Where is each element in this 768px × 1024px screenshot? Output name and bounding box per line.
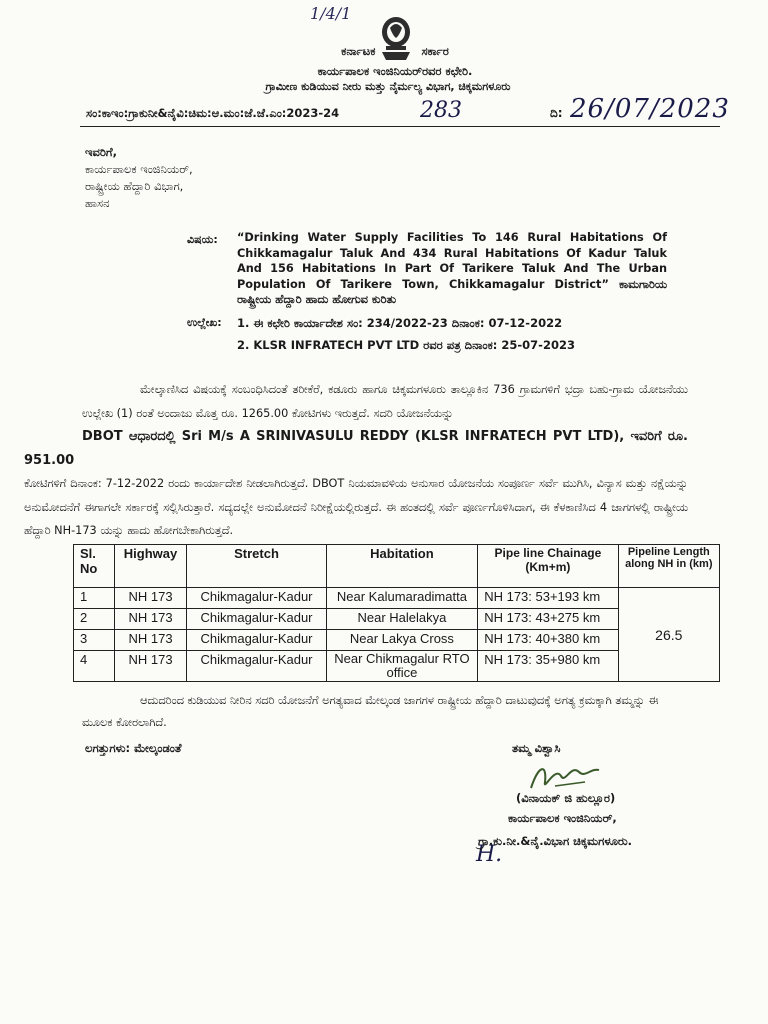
letterhead-office: ಕಾರ್ಯಪಾಲಕ ಇಂಜಿನಿಯರ್‌ರವರ ಕಛೇರಿ. — [317, 64, 473, 78]
table-row — [74, 588, 720, 609]
cell-stretch: Chikmagalur-Kadur — [187, 609, 326, 630]
recipient-line: ರಾಷ್ಟ್ರೀಯ ಹೆದ್ದಾರಿ ವಿಭಾಗ, — [85, 179, 184, 193]
body-text-b: DBOT ಆಧಾರದಲ್ಲಿ Sri M/s A SRINIVASULU REDDY (KLSR INFRATECH PVT LTD), ಇವರಿಗೆ ರೂ. 951.00 — [24, 429, 688, 468]
header-pipeline-length: Pipeline Length along NH in (km) — [618, 545, 719, 588]
cell-sl: 2 — [74, 609, 115, 630]
signatory-designation: ಕಾರ್ಯಪಾಲಕ ಇಂಜಿನಿಯರ್, — [508, 811, 617, 825]
header-habitation: Habitation — [326, 545, 478, 588]
cell-sl: 1 — [74, 588, 115, 609]
cell-highway: NH 173 — [114, 609, 187, 630]
body-text-closing: ಆದುದರಿಂದ ಕುಡಿಯುವ ನೀರಿನ ಸದರಿ ಯೋಜನೆಗೆ ಅಗತ್ಯವಾದ ಮೇಲ್ಕಂಡ ಜಾಗಗಳ ರಾಷ್ಟ್ರೀಯ ಹೆದ್ದಾರಿ ದಾಟುವುದಕ್ಕೆ ಅಗತ್ಯ ಕ್ರಮಕ್ಕಾಗಿ ತಮ್ಮನ್ನು ಈ ಮೂಲಕ ಕೋರಲಾಗಿದೆ. — [82, 694, 659, 729]
cell-stretch: Chikmagalur-Kadur — [187, 588, 326, 609]
cell-highway: NH 173 — [114, 651, 187, 682]
cell-highway: NH 173 — [114, 588, 187, 609]
enclosures: ಲಗತ್ತುಗಳು: ಮೇಲ್ಕಂಡಂತೆ — [85, 741, 182, 755]
reference-item: 1. ಈ ಕಛೇರಿ ಕಾರ್ಯಾದೇಶ ಸಂ: 234/2022-23 ದಿನಾಂಕ: 07-12-2022 — [237, 316, 563, 330]
letterhead-sarkar: ಸರ್ಕಾರ — [421, 44, 449, 58]
date-label: ದಿ: — [550, 106, 563, 120]
handwritten-top-mark: 1/4/1 — [310, 4, 352, 23]
cell-chainage: NH 173: 53+193 km — [478, 588, 618, 609]
reference-number: ಸಂ:ಕಾಇಂ:ಗ್ರಾಕುನೀ&ನೈವಿ:ಚಿಮ:ಆ.ಮಂ:ಜೆ.ಜೆ.ಎಂ:2023-24 — [86, 106, 340, 120]
body-paragraph-1 — [24, 378, 688, 543]
cell-chainage: NH 173: 43+275 km — [478, 609, 618, 630]
letterhead-state: ಕರ್ನಾಟಕ — [341, 44, 376, 58]
cell-habitation: Near Chikmagalur RTO office — [326, 651, 478, 682]
letterhead-division: ಗ್ರಾಮೀಣ ಕುಡಿಯುವ ನೀರು ಮತ್ತು ನೈರ್ಮಲ್ಯ ವಿಭಾಗ, ಚಿಕ್ಕಮಗಳೂರು — [265, 80, 511, 93]
header-highway: Highway — [114, 545, 187, 588]
cell-highway: NH 173 — [114, 630, 187, 651]
cell-stretch: Chikmagalur-Kadur — [187, 630, 326, 651]
handwritten-initial: H. — [476, 842, 503, 867]
letterhead-government — [300, 44, 490, 59]
header-stretch: Stretch — [187, 545, 326, 588]
cell-habitation: Near Kalumaradimatta — [326, 588, 478, 609]
recipient-line: ಹಾಸನ — [85, 196, 110, 210]
reference-item: 2. KLSR INFRATECH PVT LTD ರವರ ಪತ್ರ ದಿನಾಂಕ: 25-07-2023 — [237, 338, 575, 352]
cell-sl: 4 — [74, 651, 115, 682]
cell-stretch: Chikmagalur-Kadur — [187, 651, 326, 682]
yours-faithfully: ತಮ್ಮ ವಿಶ್ವಾಸಿ — [512, 741, 561, 755]
cell-habitation: Near Lakya Cross — [326, 630, 478, 651]
cell-sl: 3 — [74, 630, 115, 651]
body-text-a: ಮೇಲ್ಕಾಣಿಸಿದ ವಿಷಯಕ್ಕೆ ಸಂಬಂಧಿಸಿದಂತೆ ತರೀಕೆರೆ, ಕಡೂರು ಹಾಗೂ ಚಿಕ್ಕಮಗಳೂರು ತಾಲ್ಲೂಕಿನ 736 ಗ್ರಾಮಗಳಿಗೆ ಭದ್ರಾ ಬಹು-ಗ್ರಾಮ ಯೋಜನೆಯು ಉಲ್ಲೇಖ (1) ರಂತೆ ಅಂದಾಜು ಮೊತ್ತ ರೂ. 1265.00 ಕೋಟಿಗಳು ಇರುತ್ತದೆ. ಸದರಿ ಯೋಜನೆಯನ್ನು — [82, 383, 688, 420]
header-chainage: Pipe line Chainage (Km+m) — [478, 545, 618, 588]
recipient-salutation: ಇವರಿಗೆ, — [85, 145, 117, 159]
cell-chainage: NH 173: 40+380 km — [478, 630, 618, 651]
cell-habitation: Near Halelakya — [326, 609, 478, 630]
subject-text: “Drinking Water Supply Facilities To 146 Rural Habitations Of Chikkamagalur Taluk And 434 Rural Habitations Of Kadur Taluk And 156 Habitations In Part Of Tarikere Taluk And The Urban Population Of Tarikere Town, Chikkamagalur District” ಕಾಮಗಾರಿಯ ರಾಷ್ಟ್ರೀಯ ಹೆದ್ದಾರಿ ಹಾದು ಹೋಗುವ ಕುರಿತು — [237, 231, 667, 306]
recipient-line: ಕಾರ್ಯಪಾಲಕ ಇಂಜಿನಿಯರ್, — [85, 162, 193, 176]
highway-crossing-table — [73, 544, 720, 682]
references-label: ಉಲ್ಲೇಖ: — [187, 316, 222, 329]
recipient-block — [85, 144, 193, 212]
cell-pipeline-length: 26.5 — [618, 588, 719, 682]
date-handwritten: 26/07/2023 — [570, 94, 730, 124]
references-list — [237, 312, 575, 356]
cell-chainage: NH 173: 35+980 km — [478, 651, 618, 682]
signatory-name: (ವಿನಾಯಕ್ ಜಿ ಹುಲ್ಲೂರ) — [516, 791, 616, 805]
body-paragraph-2 — [82, 690, 688, 734]
table-header-row — [74, 545, 720, 588]
header-sl-no: Sl. No — [74, 545, 115, 588]
reference-handwritten-number: 283 — [420, 98, 462, 123]
signatory-office: ಗ್ರಾ.ಕು.ನೀ.&ನೈ.ವಿಭಾಗ ಚಿಕ್ಕಮಗಳೂರು. — [478, 834, 633, 848]
body-text-c: ಕೋಟಿಗಳಿಗೆ ದಿನಾಂಕ: 7-12-2022 ರಂದು ಕಾರ್ಯಾದೇಶ ನೀಡಲಾಗಿರುತ್ತದೆ. DBOT ನಿಯಮಾವಳಿಯ ಅನುಸಾರ ಯೋಜನೆಯ ಸಂಪೂರ್ಣ ಸರ್ವೆ ಮುಗಿಸಿ, ವಿನ್ಯಾಸ ಮತ್ತು ನಕ್ಷೆಯನ್ನು ಅನುಮೋದನೆಗೆ ಈಗಾಗಲೇ ಸರ್ಕಾರಕ್ಕೆ ಸಲ್ಲಿಸಿರುತ್ತಾರೆ. ಸದ್ಯದಲ್ಲೇ ಅನುಮೋದನೆ ನಿರೀಕ್ಷೆಯಲ್ಲಿರುತ್ತದೆ. ಈ ಹಂತದಲ್ಲಿ ಸರ್ವೆ ಪೂರ್ಣಗೊಳಿಸಿದಾಗ, ಈ ಕೆಳಕಾಣಿಸಿದ 4 ಜಾಗಗಳಲ್ಲಿ ರಾಷ್ಟ್ರೀಯ ಹೆದ್ದಾರಿ NH-173 ಯನ್ನು ಹಾದು ಹೋಗಬೇಕಾಗಿರುತ್ತದೆ. — [24, 477, 688, 537]
subject-label: ವಿಷಯ: — [187, 233, 218, 246]
